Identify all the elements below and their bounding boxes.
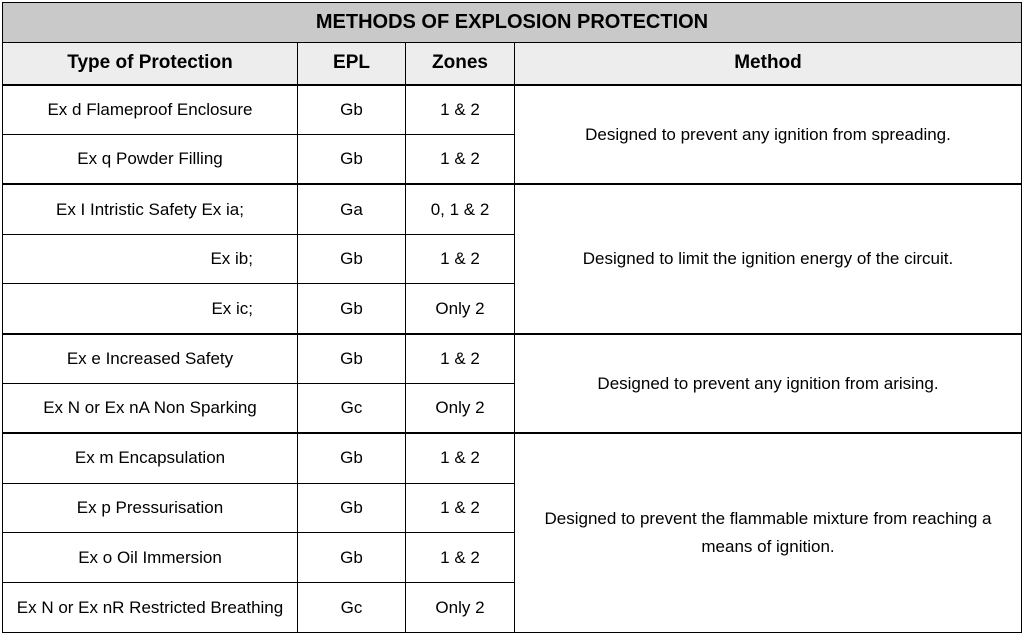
table-row (3, 85, 1022, 135)
header-type-of-protection: Type of Protection (3, 43, 298, 85)
zones-cell: 1 & 2 (406, 533, 515, 583)
type-cell: Ex ic; (3, 284, 298, 334)
epl-cell: Gb (298, 135, 406, 185)
zones-cell: 1 & 2 (406, 234, 515, 284)
table-row (3, 433, 1022, 483)
table-title: METHODS OF EXPLOSION PROTECTION (3, 3, 1022, 43)
epl-cell: Gc (298, 384, 406, 434)
header-row (3, 43, 1022, 85)
type-cell: Ex N or Ex nR Restricted Breathing (3, 583, 298, 633)
method-cell: Designed to prevent any ignition from spreading. (515, 85, 1022, 185)
epl-cell: Gb (298, 483, 406, 533)
epl-cell: Gb (298, 284, 406, 334)
zones-cell: Only 2 (406, 384, 515, 434)
title-row (3, 3, 1022, 43)
type-cell: Ex N or Ex nA Non Sparking (3, 384, 298, 434)
zones-cell: 1 & 2 (406, 85, 515, 135)
epl-cell: Gc (298, 583, 406, 633)
epl-cell: Gb (298, 533, 406, 583)
zones-cell: Only 2 (406, 583, 515, 633)
epl-cell: Ga (298, 184, 406, 234)
method-cell: Designed to prevent any ignition from arising. (515, 334, 1022, 434)
method-cell: Designed to prevent the flammable mixture from reaching a means of ignition. (515, 433, 1022, 632)
zones-cell: 1 & 2 (406, 135, 515, 185)
method-cell: Designed to limit the ignition energy of the circuit. (515, 184, 1022, 333)
zones-cell: 1 & 2 (406, 483, 515, 533)
type-cell: Ex ib; (3, 234, 298, 284)
header-zones: Zones (406, 43, 515, 85)
epl-cell: Gb (298, 334, 406, 384)
epl-cell: Gb (298, 234, 406, 284)
zones-cell: 1 & 2 (406, 334, 515, 384)
type-cell: Ex I Intristic Safety Ex ia; (3, 184, 298, 234)
zones-cell: 0, 1 & 2 (406, 184, 515, 234)
type-cell: Ex p Pressurisation (3, 483, 298, 533)
epl-cell: Gb (298, 433, 406, 483)
zones-cell: 1 & 2 (406, 433, 515, 483)
zones-cell: Only 2 (406, 284, 515, 334)
type-cell: Ex m Encapsulation (3, 433, 298, 483)
table-row (3, 334, 1022, 384)
type-cell: Ex o Oil Immersion (3, 533, 298, 583)
explosion-protection-table (2, 2, 1022, 633)
type-cell: Ex q Powder Filling (3, 135, 298, 185)
type-cell: Ex d Flameproof Enclosure (3, 85, 298, 135)
epl-cell: Gb (298, 85, 406, 135)
type-cell: Ex e Increased Safety (3, 334, 298, 384)
header-epl: EPL (298, 43, 406, 85)
table-row (3, 184, 1022, 234)
header-method: Method (515, 43, 1022, 85)
